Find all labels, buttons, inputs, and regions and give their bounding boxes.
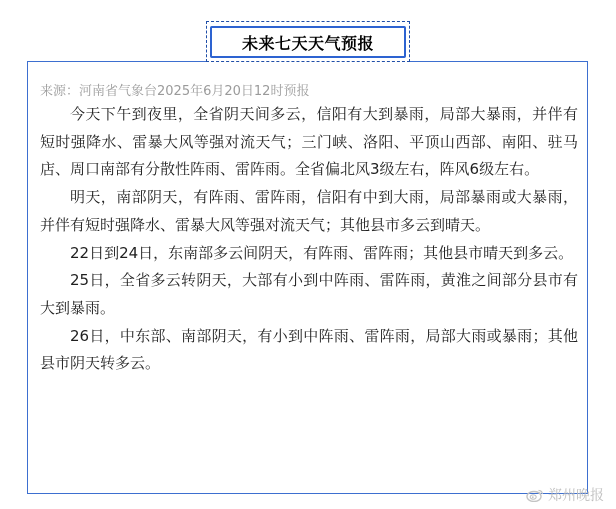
forecast-content bbox=[40, 101, 578, 378]
weibo-icon bbox=[526, 488, 544, 502]
watermark bbox=[526, 485, 604, 505]
title-frame bbox=[206, 21, 410, 62]
source-line: 来源：河南省气象台2025年6月20日12时预报 bbox=[40, 84, 310, 99]
forecast-paragraph-today: 今天下午到夜里，全省阴天间多云，信阳有大到暴雨，局部大暴雨，并伴有短时强降水、雷暴大风等强对流天气；三门峡、洛阳、平顶山西部、南阳、驻马店、周口南部有分散性阵雨、雷阵雨。全省偏北风3级左右，阵风6级左右。 bbox=[40, 105, 578, 179]
forecast-paragraph-tomorrow: 明天，南部阴天，有阵雨、雷阵雨，信阳有中到大雨，局部暴雨或大暴雨，并伴有短时强降水、雷暴大风等强对流天气；其他县市多云到晴天。 bbox=[40, 188, 578, 234]
forecast-paragraph-26: 26日，中东部、南部阴天，有小到中阵雨、雷阵雨，局部大雨或暴雨；其他县市阴天转多云。 bbox=[40, 326, 578, 373]
page-title: 未来七天天气预报 bbox=[210, 26, 406, 58]
forecast-paragraph-22-24: 22日到24日，东南部多云间阴天，有阵雨、雷阵雨；其他县市晴天到多云。 bbox=[70, 243, 574, 262]
forecast-paragraph-25: 25日，全省多云转阴天，大部有小到中阵雨、雷阵雨，黄淮之间部分县市有大到暴雨。 bbox=[40, 271, 578, 317]
watermark-text: 郑州晚报 bbox=[548, 488, 604, 504]
